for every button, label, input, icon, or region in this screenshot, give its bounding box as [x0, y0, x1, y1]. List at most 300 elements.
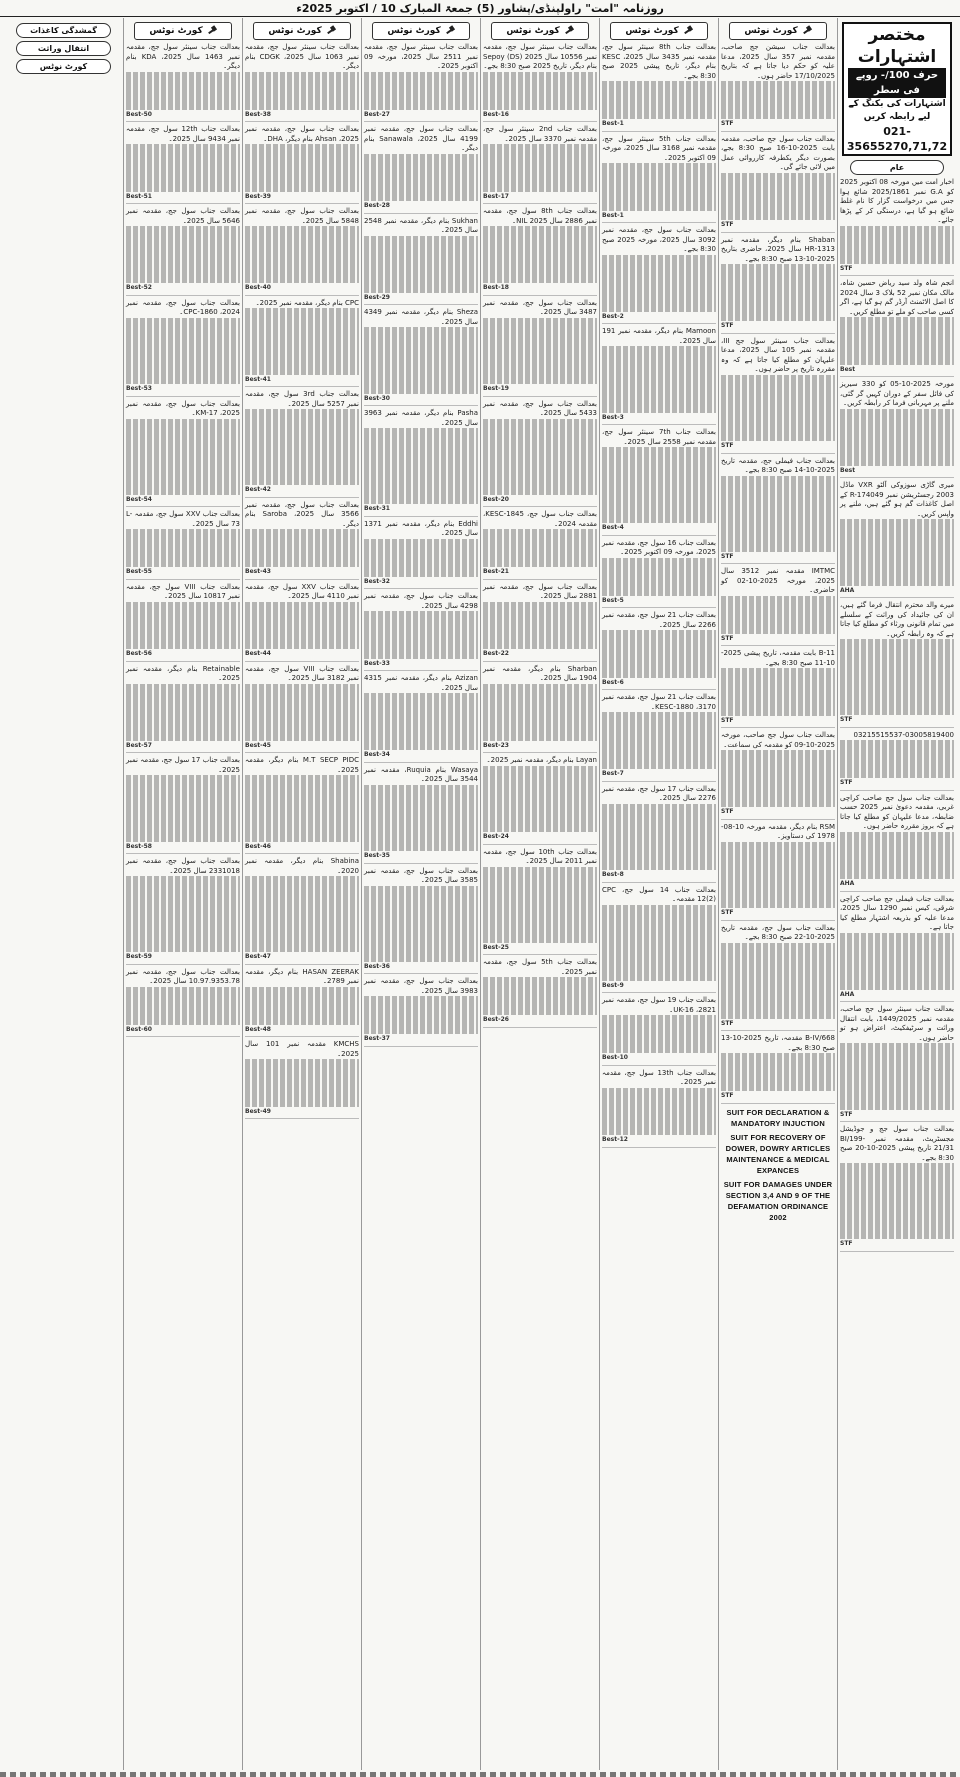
text-line-filler — [364, 173, 478, 183]
text-line-filler — [602, 962, 716, 972]
notice-code: Best-47 — [245, 953, 271, 960]
text-line-filler — [602, 264, 716, 274]
notice-text: بعدالت جناب فیملی جج، مقدمہ تاریخ 2025-10-14 صبح 8:30 بجے۔ — [721, 456, 835, 474]
notice-text: بعدالت جناب سول جج، مقدمہ نمبر 3092 سال 2025، مورخہ 2025 صبح 8:30 بجے۔ — [602, 226, 716, 253]
section-label: کورٹ نوٹس — [506, 26, 560, 36]
text-line-filler — [483, 693, 597, 703]
text-line-filler — [721, 861, 835, 871]
text-line-filler — [602, 365, 716, 375]
notice-text: Sharban بنام دیگر، مقدمہ نمبر 1904 سال 2025۔ — [483, 664, 597, 682]
text-line-filler — [483, 476, 597, 486]
notice-code: STF — [721, 716, 734, 724]
text-line-filler — [364, 365, 478, 375]
court-notice — [602, 428, 716, 536]
court-notice — [483, 400, 597, 508]
notice-code: Best-40 — [245, 284, 271, 291]
gavel-icon — [802, 26, 812, 36]
text-line-filler — [126, 794, 240, 804]
text-line-filler — [126, 775, 240, 785]
section-header — [729, 22, 827, 40]
court-notice — [364, 592, 478, 671]
court-notice — [245, 207, 359, 296]
text-line-filler — [126, 81, 240, 91]
text-line-filler — [840, 1072, 954, 1082]
notice-code: Best-28 — [364, 202, 390, 209]
court-notice — [364, 43, 478, 122]
text-line-filler — [126, 529, 240, 539]
court-notice — [245, 665, 359, 754]
text-line-filler — [721, 523, 835, 533]
section-header — [134, 22, 232, 40]
notice-text: بعدالت جناب سینئر سول جج، مقدمہ نمبر 2511 سال 2025، مورخہ 09 اکتوبر 2025۔ — [364, 43, 478, 70]
text-line-filler — [364, 640, 478, 650]
text-line-filler — [602, 302, 716, 312]
text-line-filler — [840, 696, 954, 706]
text-line-filler — [840, 639, 954, 649]
notice-code: Best-12 — [602, 1136, 628, 1143]
text-line-filler — [840, 1201, 954, 1211]
text-line-filler — [721, 899, 835, 909]
court-notice — [126, 665, 240, 754]
notice-code: STF — [721, 634, 734, 642]
column-6 — [242, 18, 361, 1770]
text-line-filler — [245, 428, 359, 438]
gavel-icon — [445, 26, 455, 36]
text-line-filler — [840, 1091, 954, 1101]
text-line-filler — [602, 760, 716, 770]
notice-code: Best-42 — [245, 486, 271, 493]
text-line-filler — [245, 996, 359, 1006]
text-line-filler — [840, 1220, 954, 1230]
text-line-filler — [602, 91, 716, 101]
text-line-filler — [840, 346, 954, 356]
text-line-filler — [483, 457, 597, 467]
text-line-filler — [483, 611, 597, 621]
notice-text: بعدالت جناب سول جج، مقدمہ نمبر 2025، KM-17۔ — [126, 399, 240, 417]
text-line-filler — [602, 842, 716, 852]
notice-text: بعدالت جناب سول جج و جوڈیشل مجسٹریٹ، مقدمہ نمبر BI/199-21/31 تاریخ پیشی 2025-10-20 صبح 8:30 بجے۔ — [840, 1125, 954, 1162]
text-line-filler — [602, 832, 716, 842]
text-line-filler — [364, 236, 478, 246]
text-line-filler — [840, 961, 954, 971]
court-notice — [483, 299, 597, 397]
text-line-filler — [840, 1100, 954, 1110]
court-notice — [364, 977, 478, 1047]
notice-code: Best-26 — [483, 1016, 509, 1023]
text-line-filler — [721, 1072, 835, 1082]
text-line-filler — [364, 81, 478, 91]
court-notice — [840, 601, 954, 728]
text-line-filler — [840, 456, 954, 466]
notice-text: بعدالت جناب سینئر سول جج، مقدمہ نمبر 1463 سال 2025، KDA بنام دیگر۔ — [126, 43, 240, 70]
notice-text: بعدالت جناب 5th سول جج، مقدمہ نمبر 2025۔ — [483, 958, 597, 976]
text-line-filler — [483, 466, 597, 476]
text-line-filler — [483, 621, 597, 631]
notice-code: STF — [721, 442, 734, 449]
text-line-filler — [602, 659, 716, 669]
notice-code: STF — [721, 909, 734, 916]
notice-code: Best-39 — [245, 192, 271, 200]
text-line-filler — [602, 1126, 716, 1136]
text-line-filler — [483, 365, 597, 375]
notice-list — [721, 43, 835, 1104]
text-line-filler — [126, 375, 240, 385]
notice-code: Best-6 — [602, 678, 624, 686]
court-notice — [721, 823, 835, 921]
text-line-filler — [840, 769, 954, 779]
notice-text: KMCHS مقدمہ نمبر 101 سال 2025۔ — [245, 1040, 359, 1058]
court-notice — [483, 958, 597, 1028]
text-line-filler — [483, 1006, 597, 1016]
notice-code: Best-59 — [126, 953, 152, 960]
text-line-filler — [602, 457, 716, 467]
text-line-filler — [602, 804, 716, 814]
text-line-filler — [602, 346, 716, 356]
text-line-filler — [245, 529, 359, 539]
text-line-filler — [245, 1015, 359, 1025]
text-line-filler — [126, 327, 240, 337]
notice-text: بعدالت جناب VIII سول جج، مقدمہ نمبر 3182 سال 2025۔ — [245, 664, 359, 682]
text-line-filler — [126, 457, 240, 467]
notice-text: بعدالت جناب سول جج، مقدمہ نمبر 3566 سال 2025، Saroba بنام دیگر۔ — [245, 500, 359, 528]
notice-code: Best-1 — [602, 211, 624, 219]
text-line-filler — [602, 712, 716, 722]
text-line-filler — [483, 327, 597, 337]
text-line-filler — [245, 775, 359, 785]
notice-code: Best-21 — [483, 568, 509, 575]
text-line-filler — [126, 539, 240, 549]
court-notice — [483, 848, 597, 956]
notice-code: STF — [721, 1092, 734, 1099]
notice-text: بعدالت جناب سینئر سول جج III، مقدمہ نمبر 105 سال 2025، مدعا علیہان کو مطلع کیا جاتا ہے کہ وہ مقررہ تاریخ پر حاضر ہوں۔ — [721, 336, 835, 373]
notice-text: بعدالت جناب سینئر سول جج، مقدمہ نمبر 10556 سال 2025 (DS) Sepoy بنام دیگر، تاریخ 2025 صبح 8:30 بجے۔ — [483, 43, 597, 70]
notice-text: بعدالت جناب سول جج، مقدمہ تاریخ 2025-10-22 صبح 8:30 بجے۔ — [721, 923, 835, 941]
court-notice — [245, 857, 359, 965]
court-notice — [364, 674, 478, 763]
notice-text: بعدالت جناب سول جج صاحب کراچی غربی، مقدمہ دعویٰ نمبر 2025 حسب ضابطہ، مدعا علیہان کو مطلع کیا جاتا ہے کہ بروز مقررہ حاضر ہوں۔ — [840, 793, 955, 830]
text-line-filler — [364, 91, 478, 101]
text-line-filler — [245, 621, 359, 631]
text-line-filler — [483, 886, 597, 896]
notice-text: بعدالت جناب 17 سول جج، مقدمہ نمبر 2025۔ — [126, 756, 240, 774]
text-line-filler — [126, 876, 240, 886]
text-line-filler — [483, 346, 597, 356]
text-line-filler — [245, 409, 359, 419]
text-line-filler — [126, 274, 240, 284]
court-notice — [483, 43, 597, 122]
text-line-filler — [602, 813, 716, 823]
text-line-filler — [483, 895, 597, 905]
text-line-filler — [840, 658, 954, 668]
text-line-filler — [364, 283, 478, 293]
notice-code: Best-38 — [245, 110, 271, 118]
text-line-filler — [126, 100, 240, 110]
text-line-filler — [364, 693, 478, 703]
court-notice — [721, 337, 835, 454]
text-line-filler — [483, 419, 597, 429]
notice-text: مورخہ 2025-10-05 کو 330 سیریز کی فائل سفر کے دوران کہیں گر گئی، ملنے پر مہربانی فرما کر رابطہ کریں۔ — [840, 380, 954, 407]
text-line-filler — [126, 722, 240, 732]
notice-list — [483, 43, 597, 1028]
text-line-filler — [721, 476, 835, 486]
court-notice — [483, 207, 597, 296]
text-line-filler — [483, 529, 597, 539]
text-line-filler — [840, 759, 954, 769]
text-line-filler — [602, 403, 716, 413]
text-line-filler — [126, 602, 240, 612]
text-line-filler — [126, 255, 240, 265]
text-line-filler — [483, 794, 597, 804]
text-line-filler — [602, 1107, 716, 1117]
text-line-filler — [245, 1097, 359, 1107]
text-line-filler — [126, 886, 240, 896]
text-line-filler — [364, 914, 478, 924]
court-notice — [602, 693, 716, 782]
notice-text: بعدالت جناب سول جج، مقدمہ نمبر 2024، CPC-1860۔ — [126, 298, 240, 316]
text-line-filler — [483, 876, 597, 886]
text-line-filler — [721, 971, 835, 981]
category-general: عام — [850, 160, 944, 175]
text-line-filler — [483, 977, 597, 987]
notice-text: بعدالت جناب VIII سول جج، مقدمہ نمبر 10817 سال 2025۔ — [126, 582, 240, 600]
text-line-filler — [126, 987, 240, 997]
notice-code: Best-60 — [126, 1025, 152, 1033]
text-line-filler — [483, 447, 597, 457]
notice-text: بعدالت جناب 8th سینئر سول جج، مقدمہ نمبر 3435 سال 2025، KESC بنام دیگر، تاریخ پیشی 2025 صبح 8:30 بجے۔ — [602, 43, 716, 80]
text-line-filler — [245, 308, 359, 318]
text-line-filler — [483, 602, 597, 612]
court-notice — [126, 756, 240, 854]
text-line-filler — [126, 447, 240, 457]
text-line-filler — [840, 740, 954, 750]
text-line-filler — [721, 413, 835, 423]
text-line-filler — [721, 312, 835, 322]
notice-code: Best-18 — [483, 284, 509, 291]
notice-text: بعدالت جناب 12th سول جج، مقدمہ نمبر 9434 سال 2025۔ — [126, 125, 240, 143]
text-line-filler — [483, 100, 597, 110]
text-line-filler — [126, 428, 240, 438]
text-line-filler — [245, 722, 359, 732]
text-line-filler — [721, 264, 835, 274]
court-notice — [126, 43, 240, 122]
text-line-filler — [602, 649, 716, 659]
text-line-filler — [483, 914, 597, 924]
text-line-filler — [126, 163, 240, 173]
text-line-filler — [364, 952, 478, 962]
notice-code: Best-52 — [126, 284, 152, 291]
text-line-filler — [483, 428, 597, 438]
notice-code: STF — [721, 1019, 734, 1027]
text-line-filler — [126, 611, 240, 621]
notice-text: Wasaya بنام Ruquia، مقدمہ نمبر 3544 سال 2025۔ — [364, 765, 479, 783]
notice-code: Best-20 — [483, 495, 509, 503]
notice-text: بعدالت جناب 3rd سول جج، مقدمہ نمبر 5257 سال 2025۔ — [245, 390, 359, 408]
classifieds-header — [842, 22, 952, 156]
notice-code: Best-34 — [364, 751, 390, 758]
text-line-filler — [602, 283, 716, 293]
text-line-filler — [364, 356, 478, 366]
text-line-filler — [721, 962, 835, 972]
text-line-filler — [483, 684, 597, 694]
court-notice — [721, 731, 835, 820]
text-line-filler — [245, 100, 359, 110]
text-line-filler — [602, 750, 716, 760]
notice-text: اخبار امت میں مورخہ 08 اکتوبر 2025 کو G.A نمبر 2025/1861 شائع ہوا جس میں درخواست گزار کا نام غلط شائع ہو گیا ہے، درستگی کر کے پڑھا جائے۔ — [840, 178, 954, 224]
text-line-filler — [602, 933, 716, 943]
text-line-filler — [245, 337, 359, 347]
text-line-filler — [245, 173, 359, 183]
court-notice — [602, 886, 716, 994]
notice-text: بعدالت جناب سول جج صاحب، مورخہ 2025-10-09 کو مقدمہ کی سماعت۔ — [721, 731, 835, 749]
text-line-filler — [840, 576, 954, 586]
text-line-filler — [483, 987, 597, 997]
text-line-filler — [483, 630, 597, 640]
notice-code: Best-4 — [602, 524, 624, 531]
text-line-filler — [483, 933, 597, 943]
court-notice — [364, 520, 478, 590]
text-line-filler — [721, 750, 835, 760]
text-line-filler — [126, 182, 240, 192]
text-line-filler — [364, 438, 478, 448]
column-7 — [123, 18, 242, 1770]
text-line-filler — [245, 886, 359, 896]
text-line-filler — [245, 914, 359, 924]
text-line-filler — [840, 538, 954, 548]
text-line-filler — [364, 163, 478, 173]
text-line-filler — [245, 1006, 359, 1016]
text-line-filler — [126, 318, 240, 328]
text-line-filler — [245, 548, 359, 558]
text-line-filler — [602, 100, 716, 110]
court-notice — [840, 895, 954, 1003]
text-line-filler — [840, 245, 954, 255]
text-line-filler — [364, 886, 478, 896]
notice-text: HASAN ZEERAK بنام دیگر، مقدمہ نمبر 2789۔ — [245, 967, 359, 985]
text-line-filler — [245, 703, 359, 713]
notice-text: بعدالت جناب 14 سول جج، CPC 12(2) مقدمہ۔ — [602, 885, 716, 903]
court-notice — [840, 1005, 954, 1122]
text-line-filler — [364, 621, 478, 631]
text-line-filler — [602, 1097, 716, 1107]
notice-list — [364, 43, 478, 1047]
notice-text: بعدالت جناب سینئر سول جج، مقدمہ نمبر 1063 سال 2025، CDGK بنام دیگر۔ — [245, 43, 359, 70]
text-line-filler — [126, 621, 240, 631]
text-line-filler — [126, 365, 240, 375]
text-line-filler — [483, 255, 597, 265]
text-line-filler — [721, 394, 835, 404]
text-line-filler — [721, 173, 835, 183]
text-line-filler — [721, 889, 835, 899]
text-line-filler — [364, 192, 478, 202]
text-line-filler — [840, 1211, 954, 1221]
text-line-filler — [602, 905, 716, 915]
text-line-filler — [483, 712, 597, 722]
court-notice — [721, 457, 835, 565]
text-line-filler — [483, 804, 597, 814]
text-line-filler — [245, 684, 359, 694]
text-line-filler — [721, 615, 835, 625]
text-line-filler — [483, 236, 597, 246]
text-line-filler — [483, 539, 597, 549]
text-line-filler — [364, 895, 478, 905]
text-line-filler — [721, 274, 835, 284]
notice-code: Best-49 — [245, 1107, 271, 1115]
section-label: کورٹ نوٹس — [625, 26, 679, 36]
text-line-filler — [245, 91, 359, 101]
text-line-filler — [721, 1053, 835, 1063]
notice-code: Best-9 — [602, 981, 624, 989]
text-line-filler — [126, 558, 240, 568]
text-line-filler — [602, 924, 716, 934]
text-line-filler — [364, 785, 478, 795]
text-line-filler — [483, 813, 597, 823]
text-line-filler — [245, 640, 359, 650]
text-line-filler — [126, 337, 240, 347]
text-line-filler — [126, 813, 240, 823]
text-line-filler — [364, 842, 478, 852]
notice-text: Eddhi بنام دیگر، مقدمہ نمبر 1371 سال 2025۔ — [364, 519, 478, 537]
text-line-filler — [245, 630, 359, 640]
notice-text: بعدالت جناب سول جج، مقدمہ نمبر 3585 سال 2025۔ — [364, 866, 478, 884]
text-line-filler — [602, 447, 716, 457]
text-line-filler — [840, 841, 954, 851]
text-line-filler — [126, 804, 240, 814]
notice-code: Best-25 — [483, 943, 509, 951]
text-line-filler — [602, 201, 716, 211]
text-line-filler — [721, 81, 835, 91]
english-suit-dower: SUIT FOR RECOVERY OF DOWER, DOWRY ARTICLES MAINTENANCE & MEDICAL EXPANCES — [725, 1132, 831, 1175]
category-inheritance: انتقال وراثت — [16, 41, 111, 56]
court-notice — [126, 583, 240, 662]
notice-code: Best-2 — [602, 312, 624, 320]
court-notice — [126, 207, 240, 296]
text-line-filler — [602, 274, 716, 284]
text-line-filler — [364, 182, 478, 192]
text-line-filler — [840, 687, 954, 697]
column-5 — [361, 18, 480, 1770]
court-notice — [126, 510, 240, 580]
text-line-filler — [126, 630, 240, 640]
notice-text: B-IV/668 مقدمہ، تاریخ 2025-10-13 صبح 8:30 بجے۔ — [721, 1034, 835, 1052]
notice-list — [245, 43, 359, 1119]
notice-text: Pasha بنام دیگر، مقدمہ نمبر 3963 سال 2025۔ — [364, 409, 478, 427]
text-line-filler — [245, 419, 359, 429]
text-line-filler — [602, 1044, 716, 1054]
notice-code: Best-45 — [245, 741, 271, 749]
text-line-filler — [840, 1053, 954, 1063]
text-line-filler — [364, 375, 478, 385]
section-label: کورٹ نوٹس — [149, 26, 203, 36]
text-line-filler — [840, 980, 954, 990]
text-line-filler — [602, 630, 716, 640]
text-line-filler — [721, 697, 835, 707]
text-line-filler — [126, 823, 240, 833]
notice-text: Mamoon بنام دیگر، مقدمہ نمبر 191 سال 2025۔ — [602, 327, 716, 345]
notice-code: STF — [840, 264, 853, 272]
text-line-filler — [840, 1192, 954, 1202]
text-line-filler — [840, 1043, 954, 1053]
text-line-filler — [245, 255, 359, 265]
notice-list — [126, 43, 240, 1037]
text-line-filler — [126, 154, 240, 164]
court-notice — [364, 766, 478, 864]
text-line-filler — [721, 760, 835, 770]
text-line-filler — [364, 466, 478, 476]
text-line-filler — [126, 943, 240, 953]
text-line-filler — [126, 438, 240, 448]
text-line-filler — [126, 895, 240, 905]
court-notice — [483, 665, 597, 754]
